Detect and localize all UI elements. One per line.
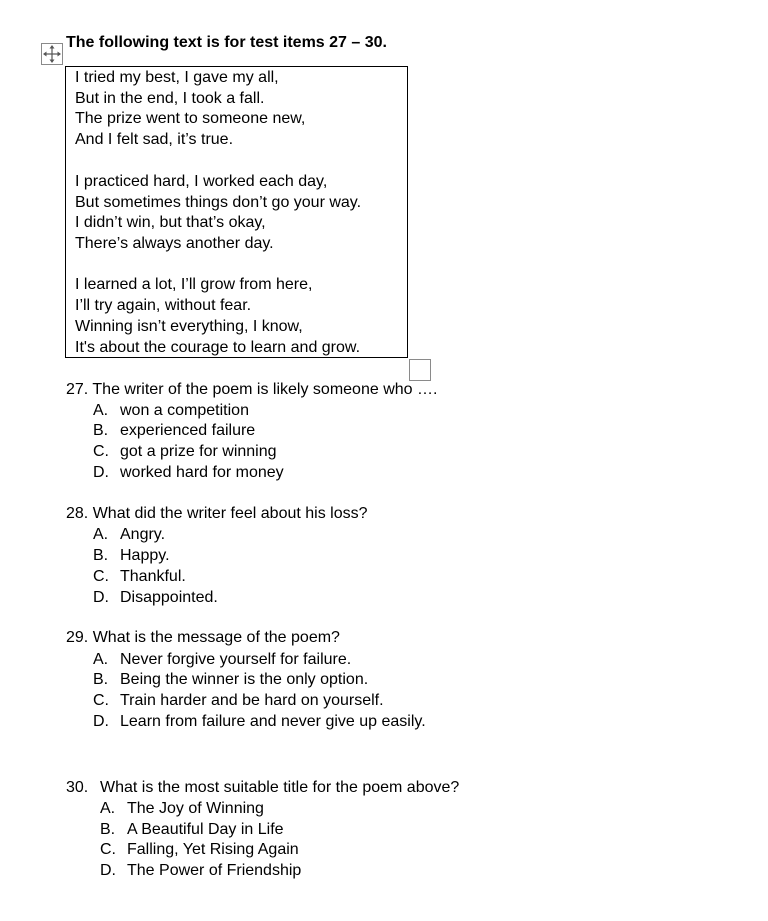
option-text: Thankful. [120, 568, 186, 585]
option-text: Falling, Yet Rising Again [127, 841, 299, 858]
option-30-b[interactable] [100, 820, 284, 840]
option-letter: D. [93, 589, 109, 606]
option-letter: B. [93, 547, 109, 564]
option-letter: D. [93, 713, 109, 730]
table-resize-handle[interactable] [409, 359, 431, 381]
option-30-a[interactable] [100, 799, 264, 819]
question-text: What is the most suitable title for the poem above? [100, 779, 460, 796]
poem-table [65, 66, 408, 358]
option-letter: C. [100, 841, 116, 858]
option-text: Happy. [120, 547, 170, 564]
poem-line: But sometimes things don’t go your way. [75, 194, 362, 211]
option-text: The Joy of Winning [127, 800, 264, 817]
poem-line: There’s always another day. [75, 235, 274, 252]
option-28-a[interactable] [93, 525, 165, 545]
option-letter: A. [100, 800, 116, 817]
option-text: The Power of Friendship [127, 862, 302, 879]
option-27-d[interactable] [93, 463, 284, 483]
option-text: Learn from failure and never give up easily. [120, 713, 426, 730]
question-27 [66, 380, 437, 400]
option-30-d[interactable] [100, 861, 301, 881]
option-letter: C. [93, 568, 109, 585]
option-text: worked hard for money [120, 464, 284, 481]
poem-line: I learned a lot, I’ll grow from here, [75, 276, 313, 293]
poem-line: It's about the courage to learn and grow. [75, 339, 361, 356]
option-text: Angry. [120, 526, 166, 543]
option-text: won a competition [120, 402, 249, 419]
option-29-c[interactable] [93, 691, 384, 711]
option-letter: A. [93, 402, 109, 419]
poem-line: I tried my best, I gave my all, [75, 69, 279, 86]
question-number: 30. [66, 779, 89, 796]
option-text: Being the winner is the only option. [120, 671, 369, 688]
option-27-a[interactable] [93, 401, 249, 421]
poem-line: Winning isn’t everything, I know, [75, 318, 303, 335]
question-number: 27. [66, 381, 89, 398]
table-move-handle-icon[interactable] [41, 43, 63, 65]
poem-line: I didn’t win, but that’s okay, [75, 214, 266, 231]
page-title: The following text is for test items 27 – 30. [66, 34, 387, 51]
option-letter: B. [93, 422, 109, 439]
option-text: got a prize for winning [120, 443, 277, 460]
option-letter: B. [100, 821, 116, 838]
option-text: Disappointed. [120, 589, 218, 606]
option-letter: A. [93, 651, 109, 668]
option-28-d[interactable] [93, 588, 218, 608]
option-28-b[interactable] [93, 546, 170, 566]
option-29-b[interactable] [93, 670, 368, 690]
option-letter: B. [93, 671, 109, 688]
option-text: A Beautiful Day in Life [127, 821, 284, 838]
question-text: The writer of the poem is likely someone who …. [92, 381, 438, 398]
option-30-c[interactable] [100, 840, 299, 860]
question-number: 29. [66, 629, 89, 646]
question-text: What did the writer feel about his loss? [92, 505, 368, 522]
option-27-b[interactable] [93, 421, 255, 441]
option-28-c[interactable] [93, 567, 186, 587]
option-text: experienced failure [120, 422, 256, 439]
option-27-c[interactable] [93, 442, 277, 462]
question-number: 28. [66, 505, 89, 522]
question-29 [66, 628, 340, 648]
poem-line: The prize went to someone new, [75, 110, 306, 127]
option-letter: C. [93, 443, 109, 460]
question-text: What is the message of the poem? [92, 629, 340, 646]
poem-line: I practiced hard, I worked each day, [75, 173, 328, 190]
poem-line: But in the end, I took a fall. [75, 90, 265, 107]
option-text: Never forgive yourself for failure. [120, 651, 352, 668]
option-letter: C. [93, 692, 109, 709]
question-30 [66, 778, 459, 798]
option-letter: D. [93, 464, 109, 481]
option-letter: D. [100, 862, 116, 879]
poem-line: And I felt sad, it’s true. [75, 131, 234, 148]
option-29-a[interactable] [93, 650, 351, 670]
option-29-d[interactable] [93, 712, 426, 732]
option-text: Train harder and be hard on yourself. [120, 692, 384, 709]
question-28 [66, 504, 368, 524]
option-letter: A. [93, 526, 109, 543]
poem-line: I’ll try again, without fear. [75, 297, 252, 314]
